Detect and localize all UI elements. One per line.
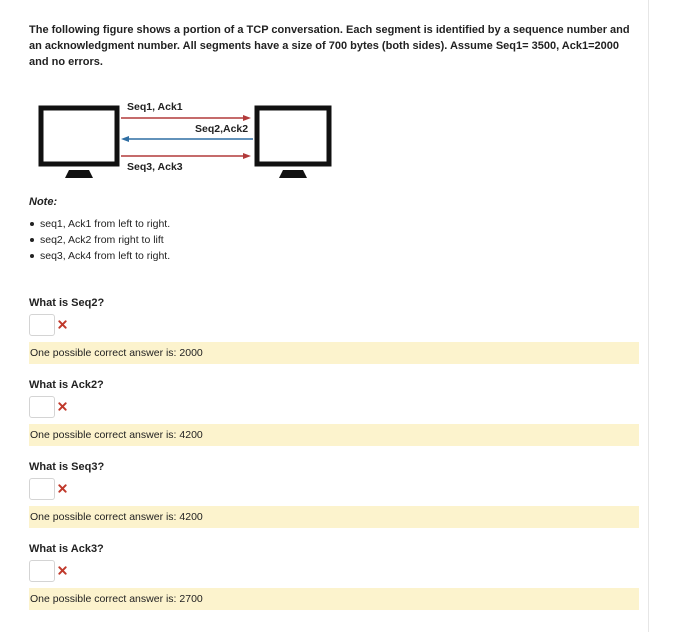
question-label: What is Seq2? xyxy=(29,297,105,309)
correct-answer-banner: One possible correct answer is: 4200 xyxy=(29,506,639,528)
arrow-seq1-icon xyxy=(121,115,251,121)
arrow-seq3-icon xyxy=(121,153,251,159)
label-seq3-ack3: Seq3, Ack3 xyxy=(127,161,183,173)
note-list xyxy=(29,216,329,264)
left-computer-icon xyxy=(41,108,117,178)
question-seq3 xyxy=(29,461,639,523)
question-label: What is Seq3? xyxy=(29,461,105,473)
note-item: seq3, Ack4 from left to right. xyxy=(40,248,329,264)
correct-answer-banner: One possible correct answer is: 4200 xyxy=(29,424,639,446)
label-seq2-ack2: Seq2,Ack2 xyxy=(195,123,249,135)
note-item: seq1, Ack1 from left to right. xyxy=(40,216,329,232)
cross-icon xyxy=(58,484,67,493)
question-label: What is Ack3? xyxy=(29,543,104,555)
tcp-diagram xyxy=(29,94,339,186)
question-ack3 xyxy=(29,543,639,605)
answer-input-ack3[interactable] xyxy=(29,560,55,582)
label-seq1-ack1: Seq1, Ack1 xyxy=(127,101,183,113)
cross-icon xyxy=(58,402,67,411)
correct-answer-banner: One possible correct answer is: 2700 xyxy=(29,588,639,610)
question-ack2 xyxy=(29,379,639,441)
right-computer-icon xyxy=(257,108,329,178)
answer-input-seq3[interactable] xyxy=(29,478,55,500)
question-label: What is Ack2? xyxy=(29,379,104,391)
cross-icon xyxy=(58,566,67,575)
note-section xyxy=(29,196,329,264)
note-title: Note: xyxy=(29,196,58,208)
cross-icon xyxy=(58,320,67,329)
arrow-seq2-icon xyxy=(121,136,253,142)
note-item: seq2, Ack2 from right to lift xyxy=(40,232,329,248)
correct-answer-banner: One possible correct answer is: 2000 xyxy=(29,342,639,364)
answer-input-seq2[interactable] xyxy=(29,314,55,336)
tcp-diagram-graphic xyxy=(29,94,339,186)
answer-input-ack2[interactable] xyxy=(29,396,55,418)
question-seq2 xyxy=(29,297,639,359)
question-text: The following figure shows a portion of a TCP conversation. Each segment is identified by a sequence number and an acknowledgment number. All segments have a size of 700 bytes (both sides). Assume Seq1= 3500, Ack1=2000 and no errors. xyxy=(29,24,630,68)
